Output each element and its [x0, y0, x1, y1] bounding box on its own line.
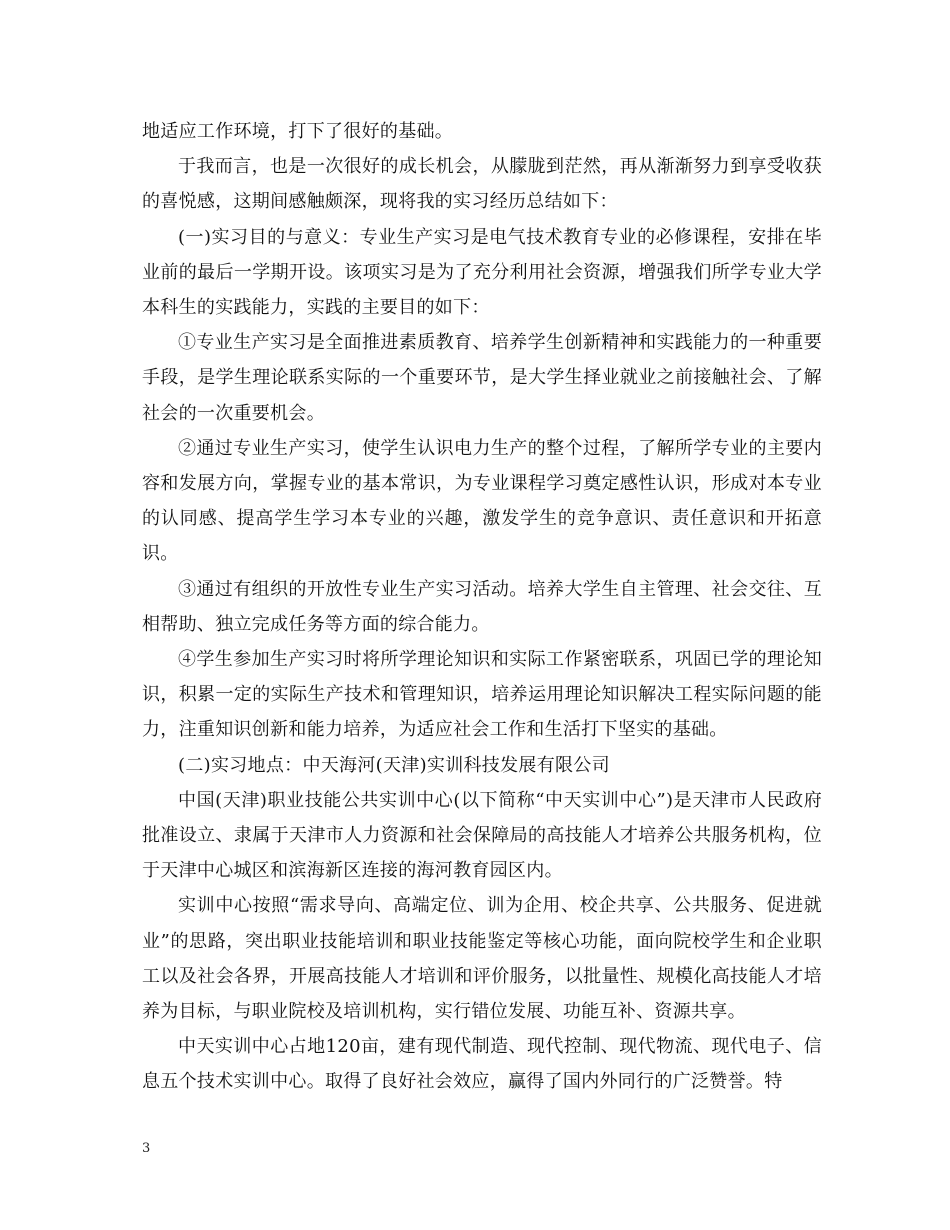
paragraph-5: ②通过专业生产实习，使学生认识电力生产的整个过程，了解所学专业的主要内容和发展方向，掌握专业的基本常识，为专业课程学习奠定感性认识，形成对本专业的认同感、提高学生学习本专业的兴趣，激发学生的竞争意识、责任意识和开拓意识。	[142, 437, 822, 565]
paragraph-1: 地适应工作环境，打下了很好的基础。	[142, 121, 454, 142]
paragraph-11: 中天实训中心占地120亩，建有现代制造、现代控制、现代物流、现代电子、信息五个技术实训中心。取得了良好社会效应，赢得了国内外同行的广泛赞誉。特	[142, 1036, 822, 1093]
paragraph-6: ③通过有组织的开放性专业生产实习活动。培养大学生自主管理、社会交往、互相帮助、独立完成任务等方面的综合能力。	[142, 578, 822, 635]
body-text	[142, 114, 822, 1100]
paragraph-2: 于我而言，也是一次很好的成长机会，从朦胧到茫然，再从渐渐努力到享受收获的喜悦感，这期间感触颇深，现将我的实习经历总结如下：	[142, 156, 822, 213]
paragraph-3: (一)实习目的与意义：专业生产实习是电气技术教育专业的必修课程，安排在毕业前的最后一学期开设。该项实习是为了充分利用社会资源，增强我们所学专业大学本科生的实践能力，实践的主要目的如下：	[142, 226, 822, 319]
paragraph-7: ④学生参加生产实习时将所学理论知识和实际工作紧密联系，巩固已学的理论知识，积累一定的实际生产技术和管理知识，培养运用理论知识解决工程实际问题的能力，注重知识创新和能力培养，为适应社会工作和生活打下坚实的基础。	[142, 649, 822, 741]
paragraph-10: 实训中心按照“需求导向、高端定位、训为企用、校企共享、公共服务、促进就业”的思路，突出职业技能培训和职业技能鉴定等核心功能，面向院校学生和企业职工以及社会各界，开展高技能人才培训和评价服务，以批量性、规模化高技能人才培养为目标，与职业院校及培训机构，实行错位发展、功能互补、资源共享。	[142, 895, 822, 1023]
paragraph-8: (二)实习地点：中天海河(天津)实训科技发展有限公司	[178, 754, 610, 776]
paragraph-9: 中国(天津)职业技能公共实训中心(以下简称“中天实训中心”)是天津市人民政府批准设立、隶属于天津市人力资源和社会保障局的高技能人才培养公共服务机构，位于天津中心城区和滨海新区连接的海河教育园区内。	[142, 789, 822, 882]
paragraph-4: ①专业生产实习是全面推进素质教育、培养学生创新精神和实践能力的一种重要手段，是学生理论联系实际的一个重要环节，是大学生择业就业之前接触社会、了解社会的一次重要机会。	[142, 332, 822, 424]
page-number: 3	[142, 1141, 151, 1156]
